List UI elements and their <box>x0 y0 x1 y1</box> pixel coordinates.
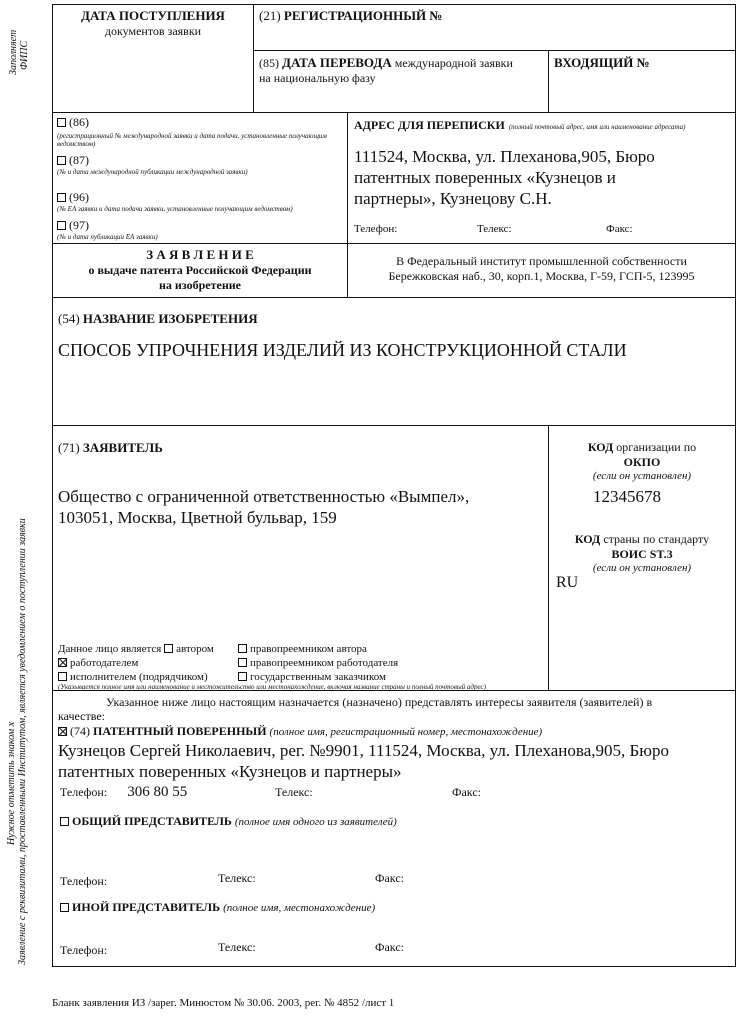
role-author-checkbox[interactable] <box>164 644 173 653</box>
footer-form-info: Бланк заявления ИЗ /зарег. Минюстом № 30.06. 2003, рег. № 4852 /лист 1 <box>52 997 395 1009</box>
role-author-successor-checkbox[interactable] <box>238 644 247 653</box>
attorney-telex-label: Телекс: <box>275 785 313 799</box>
applicant-label: (71) ЗАЯВИТЕЛЬ <box>58 440 163 455</box>
other-telex-label: Телекс: <box>218 940 256 954</box>
patent-attorney-label: (74) ПАТЕНТНЫЙ ПОВЕРЕННЫЙ (полное имя, регистрационный номер, местонахождение) <box>58 724 542 739</box>
common-fax-label: Факс: <box>375 871 404 885</box>
applicant-note: (Указывается полное имя или наименование и местожительство или местонахождение, включая название страны и полный почтовый адрес) <box>58 683 486 691</box>
correspondence-title: АДРЕС ДЛЯ ПЕРЕПИСКИ <box>354 118 505 132</box>
reg-number-cell: (21) РЕГИСТРАЦИОННЫЙ № <box>259 8 443 23</box>
statement-title-block: З А Я В Л Е Н И Е о выдаче патента Российской Федерации на изобретение <box>53 247 347 293</box>
checkbox-87[interactable] <box>57 156 66 165</box>
representative-intro: Указанное ниже лицо настоящим назначается (назначено) представлять интересы заявителя (заявителей) в качестве: <box>58 695 653 723</box>
margin-note-instructions: Нужное отметить знаком х Заявление с реквизитами, проставленными Институтом, является уведомлением о поступлении заявки <box>6 518 28 965</box>
intl-references: (86) (регистрационный № международной заявки и дата подачи, установленные получающим ведомством) (87) (№ и дата международной публикации международной заявки) (96) (№ ЕА заявки и дата подачи заявки, установленные получающим ведомством) (97) (№ и дата публикации ЕА заявки) <box>57 115 327 241</box>
receipt-date-subtitle: документов заявки <box>104 24 202 38</box>
okpo-block: КОД организации по ОКПО (если он установлен) <box>587 440 697 482</box>
recipient-address: В Федеральный институт промышленной собственности Бережковская наб., 30, корп.1, Москва, Г-59, ГСП-5, 123995 <box>388 254 695 283</box>
receipt-date-cell <box>53 8 253 39</box>
applicant-roles-successors: правопреемником автора правопреемником работодателя государственным заказчиком <box>238 642 398 684</box>
correspondence-address: АДРЕС ДЛЯ ПЕРЕПИСКИ (полный почтовый адрес, имя или наименование адресата) 111524, Москва, ул. Плеханова,905, Бюро патентных поверенных «Кузнецов и партнеры», Кузнецову С.Н. <box>354 116 732 209</box>
common-representative-label: ОБЩИЙ ПРЕДСТАВИТЕЛЬ (полное имя одного из заявителей) <box>60 814 397 829</box>
patent-attorney-value: Кузнецов Сергей Николаевич, рег. №9901, 111524, Москва, ул. Плеханова,905, Бюро патентных поверенных «Кузнецов и партнеры» <box>58 741 669 781</box>
invention-label: (54) НАЗВАНИЕ ИЗОБРЕТЕНИЯ <box>58 311 258 326</box>
common-telex-label: Телекс: <box>218 871 256 885</box>
role-employer-checkbox[interactable] <box>58 658 67 667</box>
applicant-value: Общество с ограниченной ответственностью «Вымпел», 103051, Москва, Цветной бульвар, 159 <box>58 487 470 527</box>
role-state-customer-checkbox[interactable] <box>238 672 247 681</box>
incoming-number-title: ВХОДЯЩИЙ № <box>554 55 650 70</box>
patent-attorney-checkbox[interactable] <box>58 727 67 736</box>
common-phone-label: Телефон: <box>60 874 108 888</box>
applicant-roles: Данное лицо является автором работодателем исполнителем (подрядчиком) <box>58 643 214 683</box>
checkbox-97[interactable] <box>57 221 66 230</box>
invention-title-value: СПОСОБ УПРОЧНЕНИЯ ИЗДЕЛИЙ ИЗ КОНСТРУКЦИОННОЙ СТАЛИ <box>58 340 627 360</box>
attorney-phone: Телефон: 306 80 55 <box>60 784 188 800</box>
correspondence-fax-label: Факс: <box>606 223 633 235</box>
other-phone-label: Телефон: <box>60 943 108 957</box>
other-fax-label: Факс: <box>375 940 404 954</box>
attorney-phone-value: 306 80 55 <box>127 784 188 800</box>
checkbox-96[interactable] <box>57 193 66 202</box>
correspondence-telex-label: Телекс: <box>477 223 512 235</box>
okpo-value: 12345678 <box>593 487 661 506</box>
role-contractor-checkbox[interactable] <box>58 672 67 681</box>
attorney-fax-label: Факс: <box>452 785 481 799</box>
other-representative-checkbox[interactable] <box>60 903 69 912</box>
country-code-block: КОД страны по стандарту ВОИС ST.3 (если он установлен) <box>574 532 710 574</box>
country-code-value: RU <box>556 574 579 591</box>
common-representative-checkbox[interactable] <box>60 817 69 826</box>
role-employer-successor-checkbox[interactable] <box>238 658 247 667</box>
transfer-date-cell: (85) ДАТА ПЕРЕВОДА международной заявки на национальную фазу <box>259 55 513 85</box>
checkbox-86[interactable] <box>57 118 66 127</box>
correspondence-line-1: 111524, Москва, ул. Плеханова,905, Бюро <box>354 147 655 166</box>
correspondence-line-2: патентных поверенных «Кузнецов и <box>354 168 616 187</box>
margin-note-fips: Заполняет ФИПС <box>8 29 30 75</box>
correspondence-line-3: партнеры», Кузнецову С.Н. <box>354 189 552 208</box>
other-representative-label: ИНОЙ ПРЕДСТАВИТЕЛЬ (полное имя, местонахождение) <box>60 900 375 915</box>
statement-title: З А Я В Л Е Н И Е <box>146 247 254 262</box>
receipt-date-title: ДАТА ПОСТУПЛЕНИЯ <box>81 8 225 23</box>
correspondence-phone-label: Телефон: <box>354 223 398 235</box>
